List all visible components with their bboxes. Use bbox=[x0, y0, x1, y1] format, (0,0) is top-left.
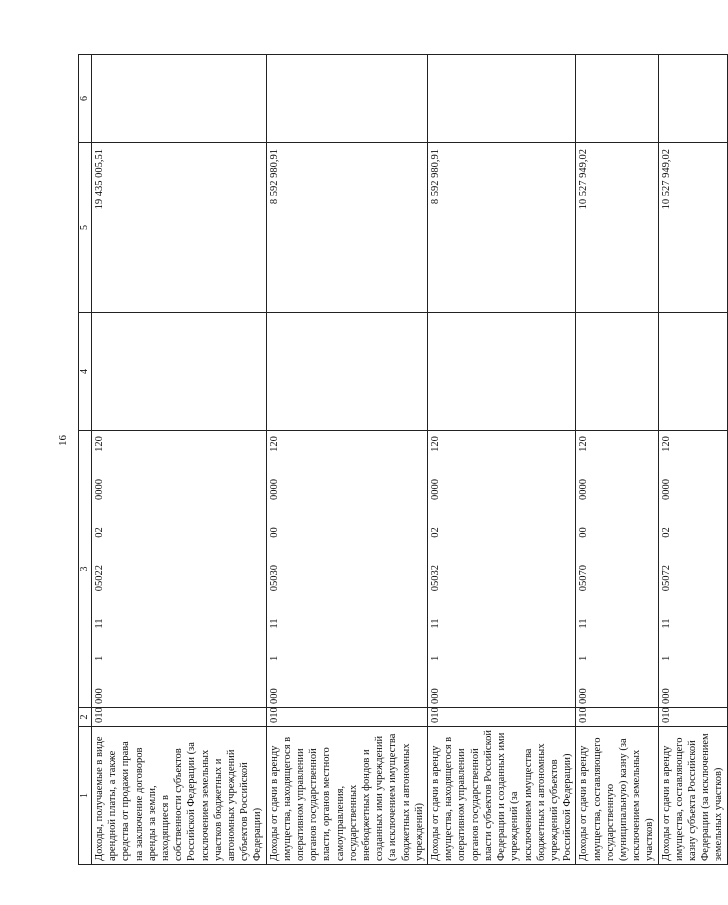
code-part: 11 bbox=[268, 618, 280, 629]
row-amount: 8 592 980,91 bbox=[266, 143, 427, 313]
code-part: 1 bbox=[578, 655, 590, 662]
row-amount: 8 592 980,91 bbox=[428, 143, 576, 313]
code-part: 120 bbox=[430, 436, 442, 452]
code-part: 05022 bbox=[94, 564, 105, 592]
header-col-2: 2 bbox=[79, 708, 92, 727]
code-part: 02 bbox=[660, 527, 672, 538]
row-name: Доходы от сдачи в аренду имущества, находящегося в оперативном управлении органов государственной власти субъектов Российской Федерации и созданных ими учреждений (за исключением имущества бюджетных и автономных учреждений субъектов Российской Федерации) bbox=[428, 727, 576, 865]
code-part: 11 bbox=[660, 618, 672, 629]
header-col-1: 1 bbox=[79, 727, 92, 865]
code-part: 000 bbox=[660, 688, 672, 704]
row-budget-code bbox=[266, 431, 427, 708]
code-part: 1 bbox=[430, 655, 442, 662]
code-part: 05030 bbox=[268, 564, 280, 592]
code-part: 05072 bbox=[660, 564, 672, 592]
row-col6 bbox=[428, 55, 576, 143]
code-part: 000 bbox=[430, 688, 442, 704]
row-admin-code: 010 bbox=[92, 708, 267, 727]
code-part: 120 bbox=[578, 436, 590, 452]
code-part: 11 bbox=[430, 618, 442, 629]
code-part: 11 bbox=[578, 618, 590, 629]
code-part: 02 bbox=[430, 527, 442, 538]
table-row bbox=[266, 55, 427, 865]
header-col-3: 3 bbox=[79, 431, 92, 708]
row-amount: 19 435 005,51 bbox=[92, 143, 267, 313]
code-part: 000 bbox=[578, 688, 590, 704]
code-part: 0000 bbox=[660, 479, 672, 501]
header-col-4: 4 bbox=[79, 313, 92, 431]
code-part: 05032 bbox=[430, 564, 442, 592]
revenue-table bbox=[78, 54, 728, 865]
code-part: 02 bbox=[94, 527, 105, 538]
code-part: 0000 bbox=[268, 479, 280, 501]
row-name: Доходы, получаемые в виде арендной платы, а также средства от продажи права на заключение договоров аренды за земли, находящиеся в собственности субъектов Российской Федерации (за исключением земельных участков бюджетных и автономных учреждений субъектов Российской Федерации) bbox=[92, 727, 267, 865]
page-number: 16 bbox=[57, 435, 69, 446]
row-col4 bbox=[266, 313, 427, 431]
header-col-6: 6 bbox=[79, 55, 92, 143]
header-col-5: 5 bbox=[79, 143, 92, 313]
row-name: Доходы от сдачи в аренду имущества, составляющего государственную (муниципальную) казну (за исключением земельных участков) bbox=[576, 727, 658, 865]
row-col4 bbox=[428, 313, 576, 431]
table-row bbox=[92, 55, 267, 865]
row-admin-code: 010 bbox=[428, 708, 576, 727]
row-col6 bbox=[658, 55, 727, 143]
code-part: 120 bbox=[660, 436, 672, 452]
row-budget-code bbox=[658, 431, 727, 708]
row-amount: 10 527 949,02 bbox=[576, 143, 658, 313]
row-admin-code: 010 bbox=[266, 708, 427, 727]
row-amount: 10 527 949,02 bbox=[658, 143, 727, 313]
code-part: 11 bbox=[94, 618, 105, 629]
code-part: 0000 bbox=[578, 479, 590, 501]
row-col6 bbox=[92, 55, 267, 143]
code-part: 1 bbox=[660, 655, 672, 662]
code-part: 0000 bbox=[430, 479, 442, 501]
code-part: 120 bbox=[268, 436, 280, 452]
code-part: 1 bbox=[268, 655, 280, 662]
code-part: 0000 bbox=[94, 479, 105, 501]
code-part: 05070 bbox=[578, 564, 590, 592]
code-part: 1 bbox=[94, 655, 105, 662]
row-name: Доходы от сдачи в аренду имущества, находящегося в оперативном управлении органов государственной власти, органов местного самоуправления, государственных внебюджетных фондов и созданных ими учреждений (за исключением имущества бюджетных и автономных учреждений) bbox=[266, 727, 427, 865]
code-part: 000 bbox=[94, 688, 105, 704]
row-col6 bbox=[266, 55, 427, 143]
row-col4 bbox=[92, 313, 267, 431]
code-part: 120 bbox=[94, 436, 105, 452]
row-col6 bbox=[576, 55, 658, 143]
header-row bbox=[79, 55, 92, 865]
code-part: 00 bbox=[268, 527, 280, 538]
row-admin-code: 010 bbox=[658, 708, 727, 727]
code-part: 000 bbox=[268, 688, 280, 704]
row-admin-code: 010 bbox=[576, 708, 658, 727]
code-part: 00 bbox=[578, 527, 590, 538]
row-name: Доходы от сдачи в аренду имущества, составляющего казну субъекта Российской Федерации (за исключением земельных участков) bbox=[658, 727, 727, 865]
row-col4 bbox=[576, 313, 658, 431]
table-row bbox=[428, 55, 576, 865]
row-budget-code bbox=[428, 431, 576, 708]
row-budget-code bbox=[576, 431, 658, 708]
row-budget-code bbox=[92, 431, 267, 708]
rotated-table-container bbox=[78, 55, 725, 865]
table-row bbox=[576, 55, 658, 865]
table-row bbox=[658, 55, 727, 865]
row-col4 bbox=[658, 313, 727, 431]
